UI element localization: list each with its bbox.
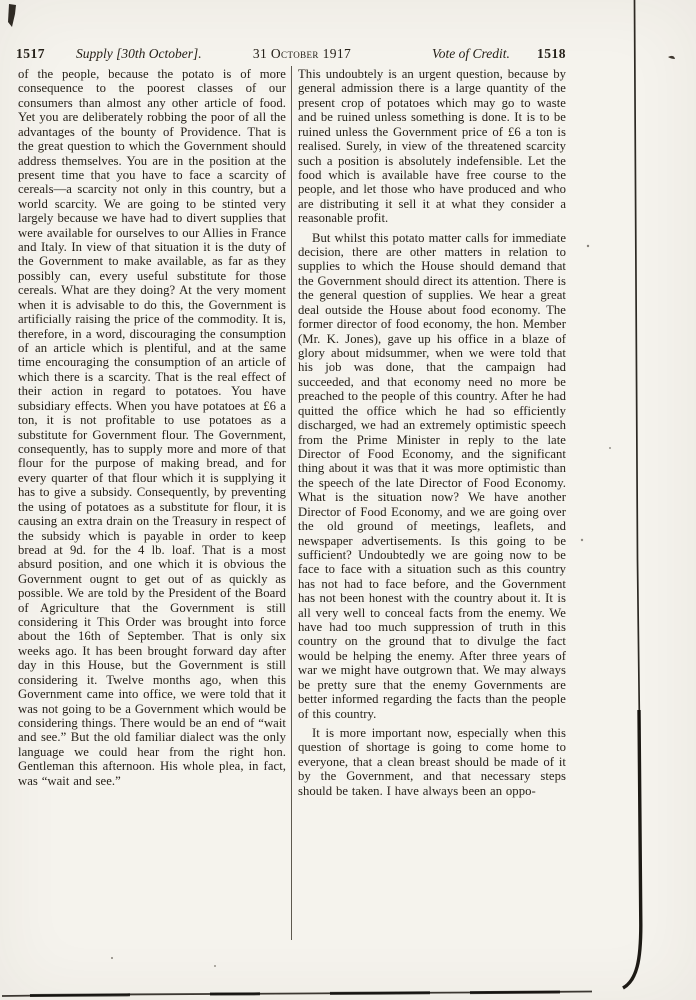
- page-bottom-edge-dark-segments: [30, 992, 560, 996]
- page-edge-line-bottom: [623, 710, 641, 988]
- header-date: 31 October 1917: [252, 46, 352, 61]
- text-block: [18, 67, 566, 798]
- speck: [111, 957, 113, 959]
- running-title-right: Vote of Credit.: [432, 46, 510, 61]
- page-number-right: 1518: [537, 46, 566, 61]
- page-number-left: 1517: [16, 46, 45, 61]
- speck: [214, 965, 216, 967]
- ink-mark-top-left: [8, 4, 16, 27]
- running-header: [0, 46, 696, 64]
- paragraph: But whilst this potato matter calls for immediate decision, there are other matters in relation to supplies to which the House should demand that the Government should direct its attention. There is the general question of supplies. We hear a great deal outside the House about food economy. The former director of food economy, the hon. Member (Mr. K. Jones), gave up his office in a blaze of glory about midsummer, when we were told that his job was done, that the campaign had succeeded, and that economy need no more be preached to the people of this country. After he had quitted the office which he had so efficiently discharged, we had an extremely optimistic speech from the Prime Minister in reply to the late Director of Food Economy, and the significant thing about it was that it was more optimistic than the speech of the late Director of Food Economy. What is the situation now? We have another Director of Food Economy, and we are going over the old ground of meetings, leaflets, and newspaper advertisements. Is this going to be sufficient? Undoubtedly we are going now to be face to face with a situation such as this country has not had to face before, and the Government has not been honest with the country about it. It is all very well to conceal facts from the enemy. We have had too much suppression of truth in this country on the ground that to divulge the fact would be helping the enemy. After three years of war we might have outgrown that. We may always be pretty sure that the enemy Governments are better informed regarding the facts than the people of this country.: [298, 230, 567, 721]
- paragraph: It is more important now, especially when this question of shortage is going to come home to everyone, that a clean breast should be made of it by the Government, and that necessary steps should be taken. I have always been an oppo-: [298, 725, 566, 798]
- paragraph: of the people, because the potato is of more consequence to the poorest classes of our consumers than almost any other article of food. Yet you are deliberately robbing the poor of all the advantages of the bounty of Providence. That is the great question to which the Government should address themselves. You are in the position at the present time that you have to face a scarcity of cereals—a scarcity not only in this country, but a world scarcity. We are going to be stinted very largely because we have had to divert supplies that were available for ourselves to our Allies in France and Italy. In view of that situation it is the duty of the Government to make available, as far as they possibly can, every useful substitute for those cereals. What are they doing? At the very moment when it is advisable to do this, the Government is artificially raising the price of the commodity. It is, therefore, in a word, discouraging the consumption of an article which is plentiful, and at the same time encouraging the consumption of an article of which there is a scarcity. That is the real effect of their action in regard to potatoes. You have subsidiary effects. When you have potatoes at £6 a ton, it is not profitable to use potatoes as a substitute for Government flour. The Government, consequently, has to supply more and more of that flour for the purpose of making bread, and for every quarter of that flour which it is supplying it has to give a subsidy. Consequently, by preventing the using of potatoes as a substitute for flour, it is causing an extra drain on the Treasury in respect of the subsidy which is payable in order to keep bread at 9d. for the 4 lb. loaf. That is a most absurd position, and one which it is obvious the Government ougnt to get out of as quickly as possible. We are told by the President of the Board of Agriculture that the Government is still considering it This Order was brought into force about the 16th of September. That is only six weeks ago. It has been brought forward day after day in this House, but the Government is still considering it. Twelve months ago, when this Government came into office, we were told that it was not going to be a Government which would be considering things. There would be an end of “wait and see.” But the old familiar dialect was the only language we could hear from the right hon. Gentleman this afternoon. His whole plea, in fact, was “wait and see.”: [18, 67, 286, 788]
- page-edge-line-top: [635, 0, 640, 730]
- running-title-left: Supply [30th October].: [76, 46, 202, 61]
- speck: [581, 539, 583, 541]
- speck: [587, 245, 589, 247]
- paragraph: This undoubtely is an urgent question, because by general admission there is a large quantity of the present crop of potatoes which may go to waste and be ruined unless something is done. It is to be ruined unless the Government price of £6 a ton is realised. Surely, in view of the threatened scarcity such a position is absolutely indefensible. Let the food which is available have free course to the people, and let those who have produced and who are distributing it sell it at what they consider a reasonable profit.: [298, 67, 566, 226]
- speck: [609, 447, 611, 449]
- column-left: [18, 67, 286, 798]
- column-right: [298, 67, 566, 798]
- page-bottom-edge: [2, 992, 592, 997]
